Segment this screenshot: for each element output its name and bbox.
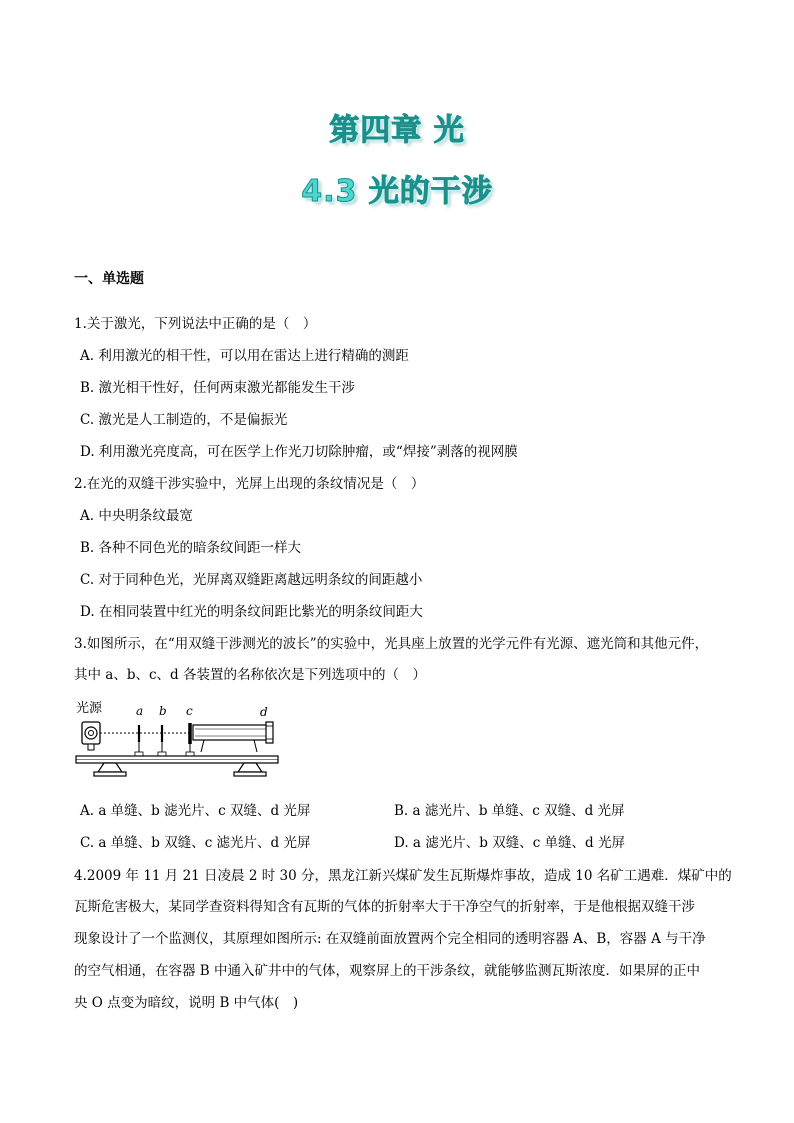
bench-foot-left [98,763,122,772]
question-3-option-b: B. a 滤光片、b 单缝、c 双缝、d 光屏 [394,803,625,819]
question-3-stem-line-1: 3.如图所示，在“用双缝干涉测光的波长”的实验中，光具座上放置的光学元件有光源、遮光筒和其他元件， [74,636,709,652]
question-1-option-a: A. 利用激光的相干性，可以用在雷达上进行精确的测距 [80,348,409,364]
question-3-option-c: C. a 单缝、b 双缝、c 滤光片、d 光屏 [80,835,311,851]
question-3-option-a: A. a 单缝、b 滤光片、c 双缝、d 光屏 [80,803,311,819]
shielding-tube [193,725,268,740]
question-4-line-2: 瓦斯危害极大，某同学查资料得知含有瓦斯的气体的折射率大于干净空气的折射率，于是他根据双缝干涉 [74,899,695,915]
question-4-line-1: 4.2009 年 11 月 21 日凌晨 2 时 30 分，黑龙江新兴煤矿发生瓦斯爆炸事故，造成 10 名矿工遇难．煤矿中的 [74,868,732,884]
question-2-stem: 2.在光的双缝干涉实验中，光屏上出现的条纹情况是（ ） [74,476,425,492]
figure-label-b: b [159,704,167,718]
question-1-stem: 1.关于激光，下列说法中正确的是（ ） [74,316,317,332]
question-2-option-c: C. 对于同种色光，光屏离双缝距离越远明条纹的间距越小 [80,572,423,588]
question-1-option-d: D. 利用激光亮度高，可在医学上作光刀切除肿瘤，或“焊接”剥落的视网膜 [80,444,518,460]
optical-bench-diagram [74,698,284,780]
question-1-option-c: C. 激光是人工制造的，不是偏振光 [80,412,288,428]
chapter-title: 第四章 光 [329,113,465,148]
question-4-line-5: 央 O 点变为暗纹，说明 B 中气体( ) [74,995,299,1011]
question-4-line-3: 现象设计了一个监测仪，其原理如图所示: 在双缝前面放置两个完全相同的透明容器 A、B，容器 A 与干净 [74,931,706,947]
figure-label-a: a [136,704,144,718]
bench-foot-right [238,763,262,772]
question-2-option-d: D. 在相同装置中红光的明条纹间距比紫光的明条纹间距大 [80,604,423,620]
question-4-line-4: 的空气相通，在容器 B 中通入矿井中的气体，观察屏上的干涉条纹，就能够监测瓦斯浓度．如果屏的正中 [74,963,701,979]
lesson-title: 4.3 光的干涉 [301,174,493,209]
question-2-option-b: B. 各种不同色光的暗条纹间距一样大 [80,540,302,556]
figure-label-d: d [260,705,268,719]
eyepiece [266,722,273,743]
question-1-option-b: B. 激光相干性好，任何两束激光都能发生干涉 [80,380,356,396]
question-3-option-d: D. a 滤光片、b 双缝、c 单缝、d 光屏 [394,835,625,851]
optical-bench-figure [74,698,284,780]
figure-label-c: c [186,704,193,718]
section-heading: 一、单选题 [74,271,144,287]
figure-label-source: 光源 [76,701,103,716]
question-2-option-a: A. 中央明条纹最宽 [80,508,193,524]
question-3-stem-line-2: 其中 a、b、c、d 各装置的名称依次是下列选项中的（ ） [74,667,426,683]
